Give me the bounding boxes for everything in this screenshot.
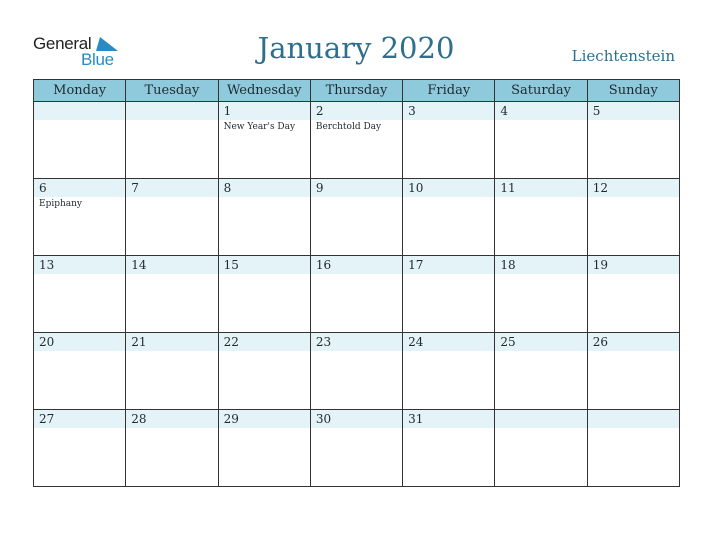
day-number: 9	[315, 181, 324, 195]
day-cell	[34, 256, 126, 333]
day-cell	[587, 256, 679, 333]
weekday-header: Thursday	[310, 80, 402, 102]
holiday-label: Berchtold Day	[315, 122, 382, 132]
day-number: 20	[39, 335, 55, 349]
holiday-label	[403, 272, 494, 276]
day-number: 7	[131, 181, 139, 195]
day-cell	[126, 102, 218, 179]
holiday-label	[34, 104, 125, 108]
day-cell	[495, 256, 587, 333]
holiday-label	[311, 426, 402, 430]
holiday-label	[126, 426, 217, 430]
week-row	[34, 256, 680, 333]
holiday-label	[403, 349, 494, 353]
day-number: 31	[408, 412, 424, 426]
holiday-label	[403, 195, 494, 199]
holiday-label	[126, 272, 217, 276]
day-number: 10	[408, 181, 424, 195]
holiday-label	[495, 195, 586, 199]
holiday-label	[495, 118, 586, 122]
holiday-label: Epiphany	[39, 199, 83, 209]
week-row	[34, 179, 680, 256]
holiday-label	[403, 118, 494, 122]
holiday-label	[219, 195, 310, 199]
day-cell	[587, 102, 679, 179]
holiday-label	[126, 349, 217, 353]
day-cell	[218, 179, 310, 256]
day-number: 19	[592, 258, 608, 272]
day-number: 12	[592, 181, 608, 195]
day-number: 11	[500, 181, 516, 195]
day-number: 22	[223, 335, 239, 349]
day-cell	[126, 410, 218, 487]
day-number: 2	[315, 104, 324, 118]
holiday-label	[219, 349, 310, 353]
day-cell	[126, 333, 218, 410]
day-cell	[34, 410, 126, 487]
holiday-label	[311, 349, 402, 353]
day-cell	[403, 410, 495, 487]
weekday-header: Tuesday	[126, 80, 218, 102]
holiday-label	[34, 349, 125, 353]
logo-general-text: General	[33, 34, 92, 53]
day-number: 28	[131, 412, 147, 426]
calendar-title: January 2020	[257, 31, 455, 65]
day-number: 29	[223, 412, 239, 426]
day-number: 4	[500, 104, 509, 118]
weekday-header: Friday	[403, 80, 495, 102]
day-cell	[218, 102, 310, 179]
day-number: 21	[131, 335, 147, 349]
day-number: 23	[315, 335, 332, 349]
weekday-header: Saturday	[495, 80, 587, 102]
holiday-label	[311, 272, 402, 276]
country-name: Liechtenstein	[571, 47, 675, 65]
day-number: 27	[39, 412, 55, 426]
day-number: 15	[223, 258, 239, 272]
holiday-label	[126, 195, 217, 199]
day-cell	[495, 333, 587, 410]
calendar-grid	[33, 79, 680, 487]
week-row	[34, 102, 680, 179]
holiday-label	[588, 412, 679, 416]
day-cell	[310, 256, 402, 333]
day-number: 25	[500, 335, 516, 349]
day-cell	[34, 102, 126, 179]
day-number: 3	[408, 104, 416, 118]
holiday-label	[126, 104, 217, 108]
day-cell	[495, 102, 587, 179]
day-number: 30	[315, 412, 332, 426]
logo-blue-text: Blue	[81, 50, 114, 69]
holiday-label	[311, 195, 402, 199]
holiday-label	[34, 272, 125, 276]
day-cell	[403, 256, 495, 333]
day-number: 17	[408, 258, 424, 272]
day-number: 1	[223, 104, 232, 118]
day-cell	[587, 179, 679, 256]
day-number: 13	[39, 258, 55, 272]
weekday-header: Sunday	[587, 80, 679, 102]
day-number: 24	[408, 335, 424, 349]
day-cell	[310, 179, 402, 256]
weekday-header: Wednesday	[218, 80, 310, 102]
weekday-header-row	[34, 80, 680, 102]
day-number: 5	[592, 104, 601, 118]
holiday-label	[219, 272, 310, 276]
holiday-label	[495, 272, 586, 276]
holiday-label	[34, 426, 125, 430]
day-cell	[126, 256, 218, 333]
holiday-label	[588, 272, 679, 276]
week-row	[34, 333, 680, 410]
day-cell	[587, 333, 679, 410]
day-number: 6	[39, 181, 47, 195]
day-cell	[218, 410, 310, 487]
day-cell	[403, 102, 495, 179]
day-cell	[218, 256, 310, 333]
holiday-label	[403, 426, 494, 430]
week-row	[34, 410, 680, 487]
holiday-label	[495, 349, 586, 353]
day-cell	[310, 410, 402, 487]
holiday-label: New Year's Day	[223, 122, 296, 132]
day-cell	[495, 410, 587, 487]
day-number: 26	[592, 335, 608, 349]
holiday-label	[219, 426, 310, 430]
day-cell	[218, 333, 310, 410]
day-cell	[34, 333, 126, 410]
day-number: 16	[315, 258, 332, 272]
day-number: 14	[131, 258, 147, 272]
day-cell	[587, 410, 679, 487]
day-cell	[310, 102, 402, 179]
day-number: 18	[500, 258, 516, 272]
weekday-header: Monday	[34, 80, 126, 102]
day-cell	[403, 333, 495, 410]
day-cell	[34, 179, 126, 256]
day-cell	[126, 179, 218, 256]
holiday-label	[588, 118, 679, 122]
day-number: 8	[223, 181, 232, 195]
holiday-label	[495, 412, 586, 416]
holiday-label	[588, 349, 679, 353]
holiday-label	[588, 195, 679, 199]
day-cell	[495, 179, 587, 256]
day-cell	[403, 179, 495, 256]
day-cell	[310, 333, 402, 410]
